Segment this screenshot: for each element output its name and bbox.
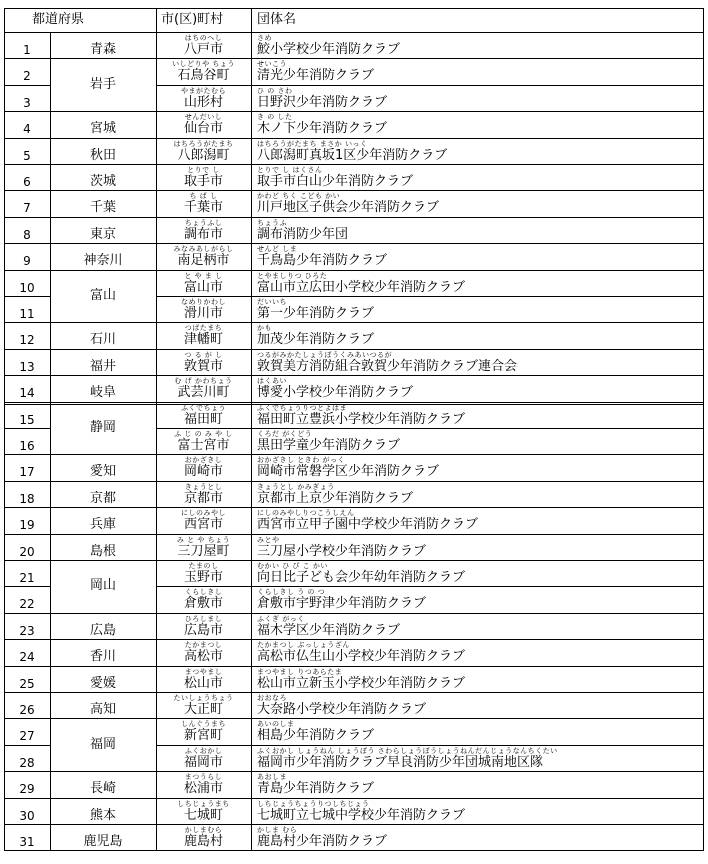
row-divider: [4, 481, 703, 482]
prefecture-name: 青森: [89, 42, 116, 57]
municipality-name-text: 福岡市: [183, 754, 223, 770]
row-divider: [4, 534, 703, 535]
municipality-name-reading: なめりかわし: [181, 298, 226, 306]
organization-name-text: 高松市仏生山小学校少年消防クラブ: [257, 649, 466, 665]
row-number: 17: [19, 465, 35, 480]
row-divider: [156, 428, 703, 429]
row-number: 19: [19, 518, 35, 533]
prefecture-name: 静岡: [89, 420, 116, 435]
organization-name: [253, 456, 701, 479]
row-number: 24: [19, 650, 35, 665]
prefecture-name: 福岡: [89, 736, 116, 752]
organization-name-text: 大奈路小学校少年消防クラブ: [257, 702, 427, 717]
prefecture-name: 秋田: [89, 147, 116, 163]
row-number: 2: [23, 69, 31, 84]
municipality-name-text: 武芸川町: [177, 385, 230, 401]
organization-name: [253, 720, 701, 743]
organization-name: [253, 324, 701, 347]
municipality-name-reading: とりで し: [187, 166, 220, 174]
organization-name-text: 清光少年消防クラブ: [257, 68, 375, 84]
municipality-name: [158, 800, 249, 823]
row-number: 16: [19, 439, 35, 453]
row-number: 7: [23, 201, 31, 216]
organization-name: [253, 588, 701, 611]
organization-name: [253, 219, 701, 242]
organization-name-reading: ふくおかし しょうねん しょうぼう さわらしょうぼうしょうねんだんじょうなんちくたい: [257, 746, 558, 755]
right-border: [703, 8, 704, 851]
municipality-name: [158, 166, 249, 189]
organization-name-text: 加茂少年消防クラブ: [257, 332, 375, 348]
organization-name: [253, 536, 701, 559]
organization-name-text: 岡崎市常磐学区少年消防クラブ: [257, 464, 440, 480]
table-bottom-border: [4, 850, 703, 851]
municipality-name-text: 仙台市: [183, 121, 223, 137]
organization-name-reading: だいいち: [257, 298, 287, 306]
municipality-name-text: 大正町: [183, 702, 223, 717]
organization-name-reading: ちょうふ: [257, 218, 287, 227]
organization-name: [253, 694, 701, 717]
organization-name-text: 富山市立広田小学校少年消防クラブ: [257, 279, 466, 295]
organization-name: [253, 826, 701, 849]
row-divider: [4, 58, 703, 59]
municipality-name-reading: しちじょうまち: [177, 799, 230, 808]
organization-name-reading: みとや: [257, 535, 280, 544]
row-number: 1: [23, 43, 31, 57]
organization-name-reading: あいのしま: [257, 720, 295, 729]
prefecture-name: 長崎: [89, 781, 116, 797]
municipality-name-reading: みなみあしがらし: [173, 245, 234, 254]
prefecture-name: 高知: [89, 702, 116, 717]
row-divider: [4, 349, 703, 350]
prefecture-name: 京都: [89, 490, 116, 506]
municipality-name-reading: み と や ちょう: [176, 535, 231, 544]
organization-name-text: 川戸地区子供会少年消防クラブ: [257, 200, 440, 216]
organization-name-reading: かわど ちく こども かい: [257, 192, 341, 201]
prefecture-name: 福井: [89, 358, 116, 374]
organization-name-text: 松山市立新玉小学校少年消防クラブ: [257, 675, 466, 691]
organization-name-reading: しちじょうちょうりつしちじょう: [257, 799, 370, 808]
row-number: 27: [19, 729, 35, 744]
organization-name-reading: おおなろ: [257, 694, 287, 702]
municipality-name: [158, 404, 249, 427]
organization-name-text: 八郎潟町真坂1区少年消防クラブ: [257, 147, 448, 163]
prefecture-name: 香川: [89, 649, 116, 665]
municipality-name-reading: ひろしまし: [184, 614, 223, 623]
prefecture-name: 熊本: [89, 807, 116, 823]
row-number: 28: [19, 755, 35, 770]
organization-name: [253, 668, 701, 691]
municipality-name-reading: やまがたむら: [181, 86, 226, 95]
row-divider: [4, 138, 703, 139]
municipality-name-text: 高松市: [183, 649, 223, 665]
row-number: 20: [19, 544, 35, 559]
row-number: 9: [23, 254, 31, 269]
municipality-name: [158, 324, 249, 347]
table-top-border: [4, 8, 703, 9]
municipality-name: [158, 747, 249, 770]
row-divider: [4, 666, 703, 667]
row-number: 11: [19, 307, 35, 321]
header-municipality: 市(区)町村: [161, 12, 224, 27]
organization-name-text: 鮫小学校少年消防クラブ: [257, 42, 401, 57]
municipality-name-text: 三刀屋町: [177, 543, 230, 559]
municipality-name-text: 松浦市: [183, 781, 223, 797]
organization-name-text: 木ノ下少年消防クラブ: [257, 121, 388, 137]
municipality-name-reading: ふくおかし: [184, 746, 223, 755]
municipality-name-text: 滑川市: [183, 306, 223, 321]
municipality-name: [158, 536, 249, 559]
prefecture-name: 岩手: [89, 76, 116, 92]
row-number: 31: [19, 835, 35, 849]
organization-name-text: 取手市白山少年消防クラブ: [257, 174, 414, 189]
row-number: 14: [19, 386, 35, 401]
organization-name-text: 倉敷市宇野津少年消防クラブ: [257, 596, 427, 612]
municipality-name: [158, 641, 249, 664]
row-divider: [4, 718, 703, 719]
municipality-name-text: 南足柄市: [177, 253, 230, 269]
row-divider: [4, 243, 703, 244]
organization-name-text: 博愛小学校少年消防クラブ: [257, 385, 414, 401]
organization-name: [253, 483, 701, 506]
row-number: 21: [19, 571, 35, 585]
row-divider: [4, 454, 703, 455]
organization-name-text: 千鳥島少年消防クラブ: [257, 253, 388, 269]
row-number: 5: [23, 148, 31, 163]
prefecture-column-divider: [156, 8, 157, 850]
municipality-name: [158, 245, 249, 268]
municipality-name-reading: たいしょうちょう: [173, 694, 234, 702]
prefecture-name: 宮城: [89, 121, 116, 137]
municipality-name-text: 津幡町: [183, 332, 223, 348]
prefecture-name: 広島: [89, 622, 116, 638]
municipality-name-text: 八郎潟町: [177, 147, 230, 163]
organization-name-text: 向日比子ども会少年幼年消防クラブ: [257, 570, 466, 585]
row-number: 23: [19, 623, 35, 638]
organization-name-reading: はくあい: [257, 377, 287, 386]
municipality-name-reading: つ る が し: [184, 350, 223, 359]
organization-name-reading: つるがみかたしょうぼうくみあいつるが: [257, 350, 392, 359]
municipality-name: [158, 509, 249, 532]
header-prefecture: 都道府県: [32, 12, 85, 27]
municipality-name-reading: くらしきし: [184, 588, 223, 597]
organization-name: [253, 351, 701, 374]
row-number: 30: [19, 808, 35, 823]
municipality-name-text: 七城町: [183, 807, 223, 823]
municipality-name-text: 玉野市: [183, 570, 223, 585]
municipality-name: [158, 377, 249, 400]
municipality-name-reading: まつやまし: [184, 667, 223, 676]
municipality-name-reading: と や ま し: [184, 271, 223, 280]
organization-name-reading: あおしま: [257, 773, 287, 782]
row-divider: [4, 560, 703, 561]
organization-name: [253, 509, 701, 532]
organization-name-reading: ひ の さわ: [257, 86, 293, 95]
municipality-name: [158, 694, 249, 717]
municipality-name: [158, 272, 249, 295]
organization-name-reading: せんど しま: [257, 245, 298, 254]
row-number: 10: [19, 280, 35, 295]
prefecture-name: 千葉: [89, 200, 116, 216]
municipality-name: [158, 430, 249, 453]
organization-name-text: 福岡市少年消防クラブ早良消防少年団城南地区隊: [257, 754, 544, 770]
row-divider: [4, 771, 703, 772]
row-divider: [4, 296, 50, 297]
row-divider: [156, 586, 703, 587]
municipality-name: [158, 60, 249, 83]
organization-name-text: 日野沢少年消防クラブ: [257, 94, 388, 110]
row-divider: [156, 296, 703, 297]
municipality-name-text: 岡崎市: [183, 464, 223, 480]
prefecture-name: 兵庫: [89, 517, 116, 533]
organization-name-reading: ふくでちょうりつとよはま: [257, 403, 347, 412]
organization-name-text: 調布消防少年団: [257, 226, 349, 242]
organization-name: [253, 430, 701, 453]
row-divider: [4, 428, 50, 429]
municipality-name-text: 倉敷市: [183, 596, 223, 612]
organization-name: [253, 192, 701, 215]
organization-name: [253, 34, 701, 57]
prefecture-name: 富山: [89, 288, 116, 303]
prefecture-name: 愛媛: [89, 675, 116, 691]
organization-name: [253, 404, 701, 427]
municipality-name-reading: ふ じ の み や し: [174, 430, 233, 438]
organization-name-reading: にしのみやしりつこうしえん: [257, 509, 355, 518]
municipality-name: [158, 456, 249, 479]
municipality-name-text: 敦賀市: [183, 358, 223, 374]
row-divider: [4, 217, 703, 218]
organization-name-reading: きょうとし かみぎょう: [257, 482, 335, 491]
organization-name-reading: せいこう: [257, 60, 287, 69]
row-number: 6: [23, 175, 31, 189]
organization-name-text: 黒田学童少年消防クラブ: [257, 438, 401, 453]
municipality-column-divider: [251, 8, 252, 850]
municipality-name-text: 八戸市: [183, 42, 223, 57]
municipality-name-reading: ちょうふし: [184, 218, 223, 227]
organization-name-text: 福田町立豊浜小学校少年消防クラブ: [257, 411, 466, 427]
municipality-name-text: 調布市: [183, 226, 223, 242]
row-divider: [4, 190, 703, 191]
municipality-name-text: 石鳥谷町: [177, 68, 230, 84]
organization-name-reading: さめ: [257, 34, 272, 42]
municipality-name-text: 鹿島村: [183, 834, 223, 849]
organization-name-text: 福木学区少年消防クラブ: [257, 622, 401, 638]
row-number: 3: [23, 95, 31, 110]
municipality-name-text: 新宮町: [183, 728, 223, 744]
organization-name: [253, 747, 701, 770]
row-number: 22: [19, 597, 35, 612]
organization-name-text: 鹿島村少年消防クラブ: [257, 834, 388, 849]
header-organization: 団体名: [257, 12, 297, 27]
prefecture-name: 愛知: [89, 464, 116, 480]
municipality-name: [158, 483, 249, 506]
municipality-name-reading: まつうらし: [184, 773, 223, 782]
municipality-name: [158, 219, 249, 242]
row-divider: [156, 745, 703, 746]
organization-name-text: 七城町立七城中学校少年消防クラブ: [257, 807, 466, 823]
municipality-name-reading: はちのへし: [184, 34, 223, 42]
organization-name: [253, 272, 701, 295]
organization-name: [253, 800, 701, 823]
organization-name-reading: かしま むら: [257, 826, 298, 834]
row-divider: [4, 824, 703, 825]
row-divider: [4, 798, 703, 799]
organization-name: [253, 773, 701, 796]
prefecture-name: 神奈川: [83, 253, 123, 269]
row-number: 26: [19, 703, 35, 717]
municipality-name: [158, 668, 249, 691]
prefecture-name: 鹿児島: [83, 834, 123, 849]
municipality-name-reading: つばたまち: [184, 324, 223, 333]
row-number: 29: [19, 782, 35, 797]
organization-name-reading: き の した: [257, 113, 293, 122]
organization-name-reading: はちろうがたまち まさか いっく: [257, 139, 368, 148]
organization-name-text: 敦賀美方消防組合敦賀少年消防クラブ連合会: [257, 358, 518, 374]
prefecture-name: 茨城: [89, 174, 116, 189]
row-divider: [4, 639, 703, 640]
row-number: 18: [19, 491, 35, 506]
organization-name-reading: くらしきし う の つ: [257, 588, 326, 597]
row-divider: [4, 270, 703, 271]
row-divider: [156, 85, 703, 86]
municipality-name-reading: かしまむら: [184, 826, 223, 834]
row-number: 25: [19, 676, 35, 691]
header-bottom-border: [4, 32, 703, 33]
organization-name-reading: かも: [257, 324, 272, 333]
row-divider: [4, 613, 703, 614]
organization-name-reading: むかい ひ び こ かい: [257, 562, 328, 570]
organization-name: [253, 60, 701, 83]
organization-name: [253, 562, 701, 585]
row-number: 4: [23, 122, 31, 137]
municipality-name-reading: おかざきし: [184, 456, 223, 465]
organization-name: [253, 245, 701, 268]
organization-name: [253, 298, 701, 321]
municipality-name: [158, 588, 249, 611]
prefecture-name: 岐阜: [89, 385, 116, 401]
organization-name-reading: ふくぎ がっく: [257, 614, 305, 623]
organization-name: [253, 113, 701, 136]
organization-name-reading: たかまつし ぶっしょうざん: [257, 641, 350, 650]
organization-name-text: 青島少年消防クラブ: [257, 781, 375, 797]
municipality-name-reading: ち ば し: [189, 192, 218, 201]
organization-name: [253, 615, 701, 638]
row-divider: [4, 375, 703, 376]
municipality-name: [158, 562, 249, 585]
municipality-name: [158, 192, 249, 215]
municipality-name-reading: せんだいし: [184, 113, 223, 122]
municipality-name-text: 西宮市: [183, 517, 223, 533]
organization-name-reading: とやましりつ ひろた: [257, 271, 328, 280]
organization-name-reading: おかざきし ときわ がっく: [257, 456, 345, 465]
municipality-name-text: 富士宮市: [177, 438, 230, 453]
organization-name-reading: くろだ がくどう: [257, 430, 313, 438]
municipality-name: [158, 34, 249, 57]
municipality-name-text: 取手市: [183, 174, 223, 189]
municipality-name-reading: たかまつし: [184, 641, 223, 650]
row-divider: [4, 111, 703, 112]
prefecture-name: 石川: [89, 332, 116, 348]
municipality-name: [158, 351, 249, 374]
row-divider: [4, 402, 703, 403]
municipality-name: [158, 826, 249, 849]
municipality-name-reading: いしどりや ちょう: [172, 60, 235, 69]
municipality-name-reading: しんぐうまち: [181, 720, 226, 729]
municipality-name-text: 松山市: [183, 675, 223, 691]
prefecture-name: 東京: [89, 226, 116, 242]
row-divider: [4, 85, 50, 86]
organization-name-text: 京都市上京少年消防クラブ: [257, 490, 414, 506]
municipality-name-reading: にしのみやし: [181, 509, 226, 518]
organization-name-reading: とりで し はくさん: [257, 166, 323, 174]
municipality-name-reading: む げ かわちょう: [174, 377, 233, 386]
row-divider: [4, 507, 703, 508]
municipality-name-reading: ふくでちょう: [181, 403, 226, 412]
prefecture-name: 岡山: [89, 578, 116, 594]
organization-name: [253, 87, 701, 110]
municipality-name-text: 富山市: [183, 279, 223, 295]
municipality-name-text: 千葉市: [183, 200, 223, 216]
organization-name-text: 第一少年消防クラブ: [257, 306, 375, 321]
row-number: 15: [19, 412, 35, 427]
municipality-name-text: 広島市: [183, 622, 223, 638]
municipality-name: [158, 113, 249, 136]
organization-name-text: 三刀屋小学校少年消防クラブ: [257, 543, 427, 559]
row-divider: [4, 164, 703, 165]
municipality-name-reading: たまのし: [188, 562, 219, 570]
municipality-name-reading: はちろうがたまち: [173, 139, 234, 148]
row-divider: [4, 692, 703, 693]
municipality-name: [158, 298, 249, 321]
municipality-name-reading: きょうとし: [184, 482, 223, 491]
prefecture-name: 島根: [89, 543, 116, 559]
row-divider: [4, 745, 50, 746]
organization-name: [253, 140, 701, 163]
organization-name-reading: まつやまし りつあらたま: [257, 667, 343, 676]
row-divider: [4, 586, 50, 587]
organization-name: [253, 641, 701, 664]
row-number: 12: [19, 333, 35, 348]
municipality-name: [158, 773, 249, 796]
municipality-name-text: 山形村: [183, 94, 223, 110]
row-divider: [4, 322, 703, 323]
municipality-name: [158, 87, 249, 110]
municipality-name: [158, 140, 249, 163]
organization-name: [253, 166, 701, 189]
municipality-name: [158, 720, 249, 743]
row-number: 8: [23, 227, 31, 242]
organization-name: [253, 377, 701, 400]
organization-name-text: 相島少年消防クラブ: [257, 728, 375, 744]
municipality-name-text: 京都市: [183, 490, 223, 506]
municipality-name: [158, 615, 249, 638]
municipality-name-text: 福田町: [183, 411, 223, 427]
row-number: 13: [19, 359, 35, 374]
organization-name-text: 西宮市立甲子園中学校少年消防クラブ: [257, 517, 479, 533]
